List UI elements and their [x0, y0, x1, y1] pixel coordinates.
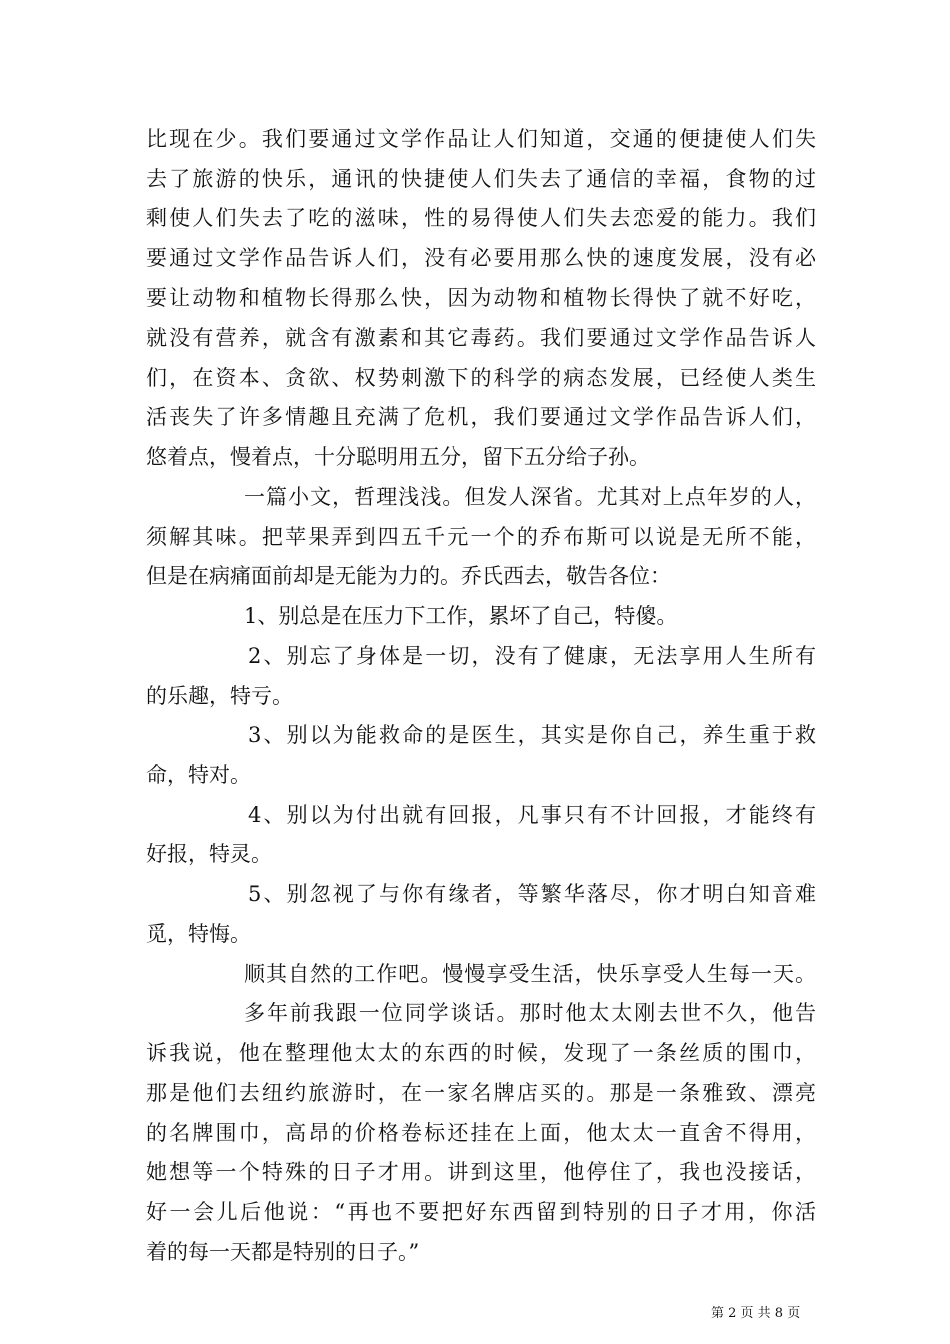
list-item-1: 1、别总是在压力下工作，累坏了自己，特傻。	[244, 604, 678, 628]
text-line: 去了旅游的快乐，通讯的快捷使人们失去了通信的幸福，食物的过	[146, 167, 816, 191]
list-item-3-cont: 命，特对。	[146, 763, 251, 787]
list-item-2: 2、别忘了身体是一切，没有了健康，无法享用人生所有	[248, 644, 816, 668]
list-item-4: 4、别以为付出就有回报，凡事只有不计回报，才能终有	[248, 803, 816, 827]
text-line: 要让动物和植物长得那么快，因为动物和植物长得快了就不好吃，	[146, 286, 816, 310]
text-line: 活丧失了许多情趣且充满了危机，我们要通过文学作品告诉人们，	[146, 405, 816, 429]
text-line: 的名牌围巾，高昂的价格卷标还挂在上面，他太太一直舍不得用，	[146, 1121, 816, 1145]
text-line: 着的每一天都是特别的日子。”	[146, 1240, 420, 1264]
paragraph-first-line: 多年前我跟一位同学谈话。那时他太太刚去世不久，他告	[244, 1001, 816, 1025]
text-line: 悠着点，慢着点，十分聪明用五分，留下五分给子孙。	[146, 445, 650, 469]
list-item-5: 5、别忽视了与你有缘者，等繁华落尽，你才明白知音难	[248, 882, 816, 906]
text-line: 剩使人们失去了吃的滋味，性的易得使人们失去恋爱的能力。我们	[146, 206, 816, 230]
text-line: 须解其味。把苹果弄到四五千元一个的乔布斯可以说是无所不能，	[146, 525, 816, 549]
text-line: 诉我说，他在整理他太太的东西的时候，发现了一条丝质的围巾，	[146, 1041, 816, 1065]
list-item-3: 3、别以为能救命的是医生，其实是你自己，养生重于救	[248, 723, 816, 747]
text-line: 就没有营养，就含有激素和其它毒药。我们要通过文学作品告诉人	[146, 326, 816, 350]
list-item-2-cont: 的乐趣，特亏。	[146, 684, 293, 708]
paragraph-first-line: 一篇小文，哲理浅浅。但发人深省。尤其对上点年岁的人，	[244, 485, 816, 509]
list-item-5-cont: 觅，特悔。	[146, 922, 251, 946]
text-line: 但是在病痛面前却是无能为力的。乔氏西去，敬告各位：	[146, 564, 671, 588]
text-line: 比现在少。我们要通过文学作品让人们知道，交通的便捷使人们失	[146, 127, 816, 151]
text-line: 她想等一个特殊的日子才用。讲到这里，他停住了，我也没接话，	[146, 1160, 816, 1184]
text-line: 那是他们去纽约旅游时，在一家名牌店买的。那是一条雅致、漂亮	[146, 1081, 816, 1105]
list-item-4-cont: 好报，特灵。	[146, 842, 272, 866]
paragraph-first-line: 顺其自然的工作吧。慢慢享受生活，快乐享受人生每一天。	[244, 962, 816, 986]
text-line: 要通过文学作品告诉人们，没有必要用那么快的速度发展，没有必	[146, 246, 816, 270]
text-line: 们，在资本、贪欲、权势刺激下的科学的病态发展，已经使人类生	[146, 366, 816, 390]
text-line: 好一会儿后他说：“再也不要把好东西留到特别的日子才用，你活	[146, 1200, 816, 1224]
page-number: 第 2 页 共 8 页	[711, 1306, 801, 1321]
